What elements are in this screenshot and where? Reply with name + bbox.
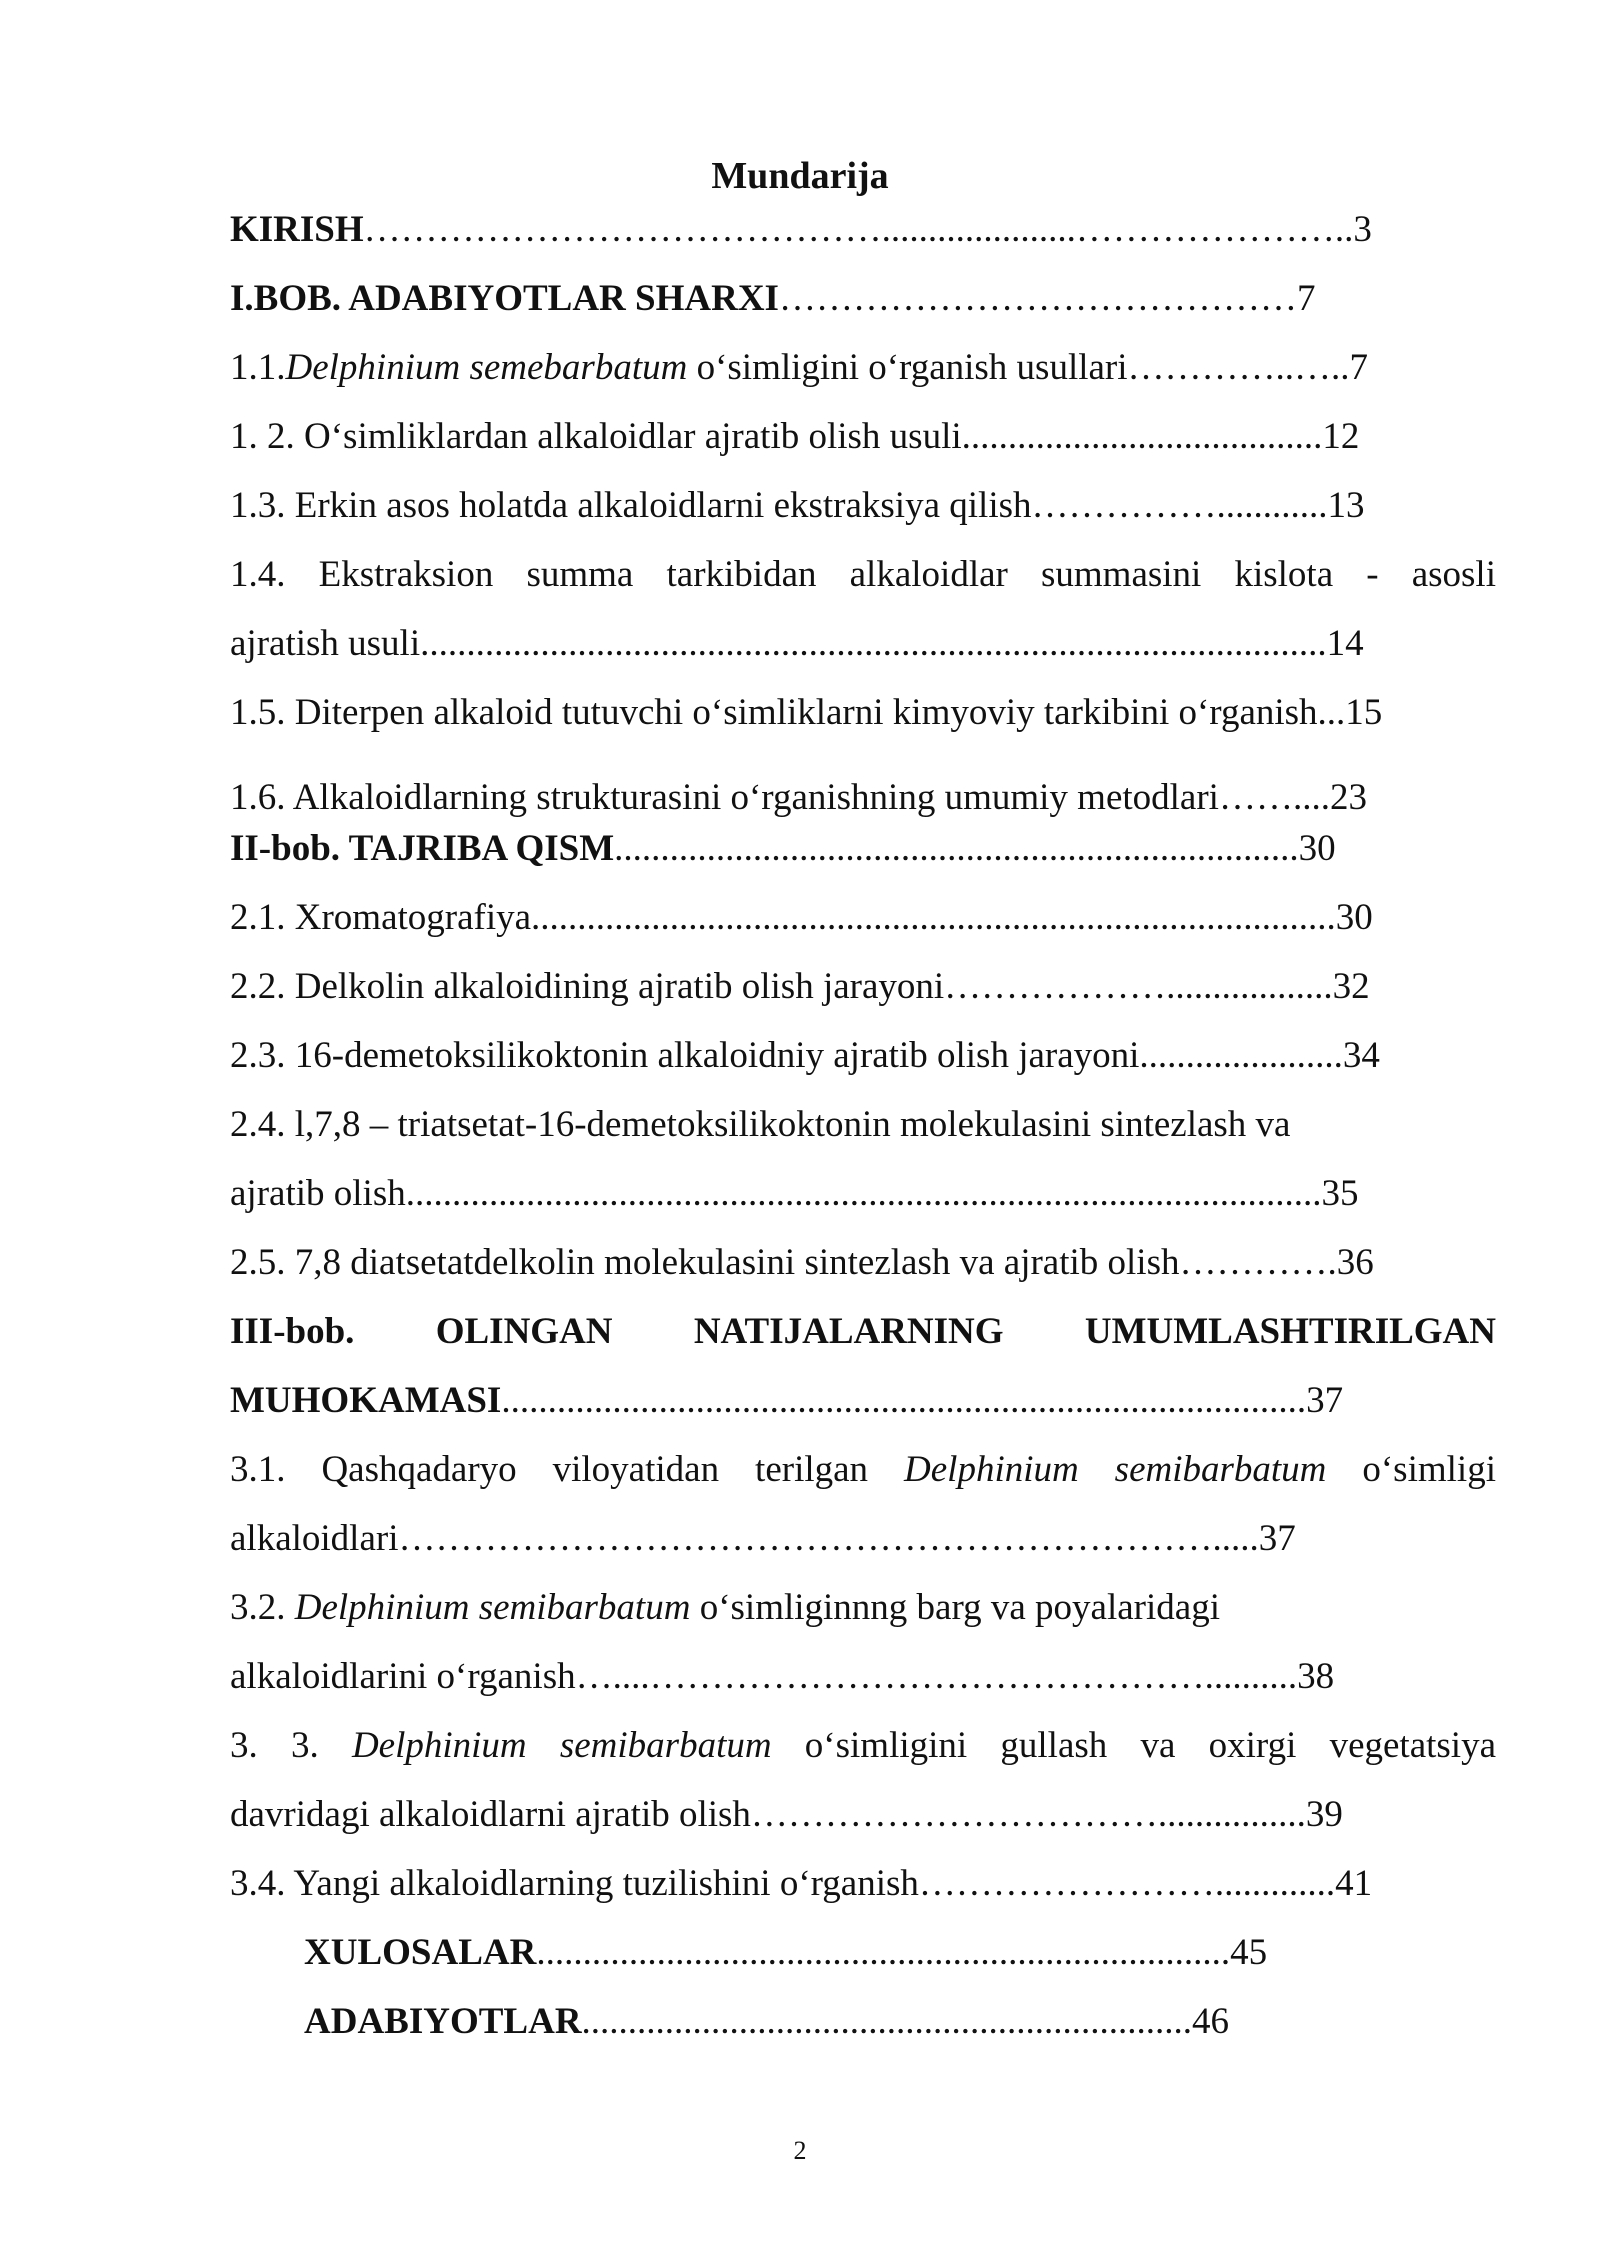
- toc-entry-text: XULOSALAR: [304, 1932, 537, 1973]
- toc-entry-rest: o‘simliginnng barg va poyalaridagi: [690, 1587, 1220, 1628]
- toc-entry-2-5: 2.5. 7,8 diatsetatdelkolin molekulasini sintezlash va ajratib olish………….36: [230, 1242, 1374, 1283]
- toc-entry-text: MUHOKAMASI: [230, 1380, 502, 1421]
- toc-entry-rest: o‘simligi: [1326, 1449, 1496, 1490]
- toc-entry-text: II-bob. TAJRIBA QISM: [230, 828, 615, 869]
- toc-entry-2-3: 2.3. 16-demetoksilikoktonin alkaloidniy ajratib olish jarayoni......................34: [230, 1035, 1380, 1076]
- toc-entry-prefix: 3.1. Qashqadaryo viloyatidan terilgan: [230, 1449, 905, 1490]
- toc-entry-3-3: [230, 1723, 1496, 1769]
- toc-entry-leader: ……………………………………7: [778, 278, 1316, 319]
- toc-entry-rest: o‘simligini gullash va oxirgi vegetatsiya: [771, 1725, 1496, 1766]
- toc-entry-3-4: 3.4. Yangi alkaloidlarning tuzilishini o‘rganish…………………….............41: [230, 1863, 1373, 1904]
- toc-entry-rest: o‘simligini o‘rganish usullari…………..…..7: [687, 347, 1369, 388]
- toc-entry-text: ADABIYOTLAR: [304, 2001, 582, 2042]
- toc-entry-2-1: 2.1. Xromatografiya.......................................................................................30: [230, 897, 1373, 938]
- toc-entry-2-2: 2.2. Delkolin alkaloidining ajratib olish jarayoni………………..................32: [230, 966, 1370, 1007]
- toc-entry-prefix: 1.1.: [230, 347, 286, 388]
- toc-entry-prefix: 3.2.: [230, 1587, 295, 1628]
- toc-entry-1-1: [230, 345, 1496, 391]
- toc-entry-kirish: [230, 207, 1496, 253]
- toc-entry-1-3: 1.3. Erkin asos holatda alkaloidlarni ekstraksiya qilish……………............13: [230, 485, 1365, 526]
- toc-entry-chapter-3-cont: [230, 1378, 1496, 1424]
- toc-entry-italic: Delphinium semebarbatum: [285, 347, 688, 388]
- toc-entry-italic: Delphinium semibarbatum: [294, 1587, 691, 1628]
- toc-entry-chapter-3: III-bob. OLINGAN NATIJALARNING UMUMLASHTIRILGAN: [230, 1311, 1496, 1352]
- toc-entry-text: I.BOB. ADABIYOTLAR SHARXI: [230, 278, 779, 319]
- toc-entry-leader: ...........................................................................45: [536, 1932, 1268, 1973]
- toc-entry-conclusions: [304, 1930, 1496, 1976]
- toc-entry-1-4: 1.4. Ekstraksion summa tarkibidan alkaloidlar summasini kislota - asosli: [230, 554, 1496, 595]
- toc-entry-references: [304, 1999, 1496, 2045]
- toc-entry-prefix: 3. 3.: [230, 1725, 352, 1766]
- toc-entry-italic: Delphinium semibarbatum: [351, 1725, 772, 1766]
- toc-entry-text: KIRISH: [230, 209, 364, 250]
- toc-entry-3-3-cont: davridagi alkaloidlarni ajratib olish……………………………................39: [230, 1794, 1343, 1835]
- toc-entry-3-1-cont: alkaloidlari………………………………………………………….....37: [230, 1518, 1296, 1559]
- toc-entry-chapter-2: [230, 826, 1496, 872]
- toc-entry-leader: .......................................................................................37: [501, 1380, 1344, 1421]
- page-title: Mundarija: [711, 155, 889, 197]
- toc-entry-2-4: 2.4. l,7,8 – triatsetat-16-demetoksilikoktonin molekulasini sintezlash va: [230, 1104, 1291, 1145]
- toc-entry-3-2-cont: alkaloidlarini o‘rganish…....………………………………………..........38: [230, 1656, 1335, 1697]
- toc-entry-leader: …………………………………….....................…………………..3: [363, 209, 1372, 250]
- toc-entry-1-4-cont: ajratish usuli..................................................................................................14: [230, 623, 1364, 664]
- toc-entry-3-2: [230, 1585, 1496, 1631]
- toc-entry-italic: Delphinium semibarbatum: [904, 1449, 1327, 1490]
- page-number: 2: [793, 2136, 807, 2165]
- toc-entry-1-2: 1. 2. O‘simliklardan alkaloidlar ajratib olish usuli.......................................12: [230, 416, 1360, 457]
- toc-entry-chapter-1: [230, 276, 1496, 322]
- toc-entry-1-5: 1.5. Diterpen alkaloid tutuvchi o‘simliklarni kimyoviy tarkibini o‘rganish...15: [230, 692, 1383, 733]
- toc-entry-1-6: 1.6. Alkaloidlarning strukturasini o‘rganishning umumiy metodlari……....23: [230, 777, 1367, 818]
- toc-entry-3-1: [230, 1447, 1496, 1493]
- toc-entry-leader: ..........................................................................30: [614, 828, 1336, 869]
- toc-entry-leader: ..................................................................46: [581, 2001, 1230, 2042]
- toc-entry-2-4-cont: ajratib olish...................................................................................................35: [230, 1173, 1359, 1214]
